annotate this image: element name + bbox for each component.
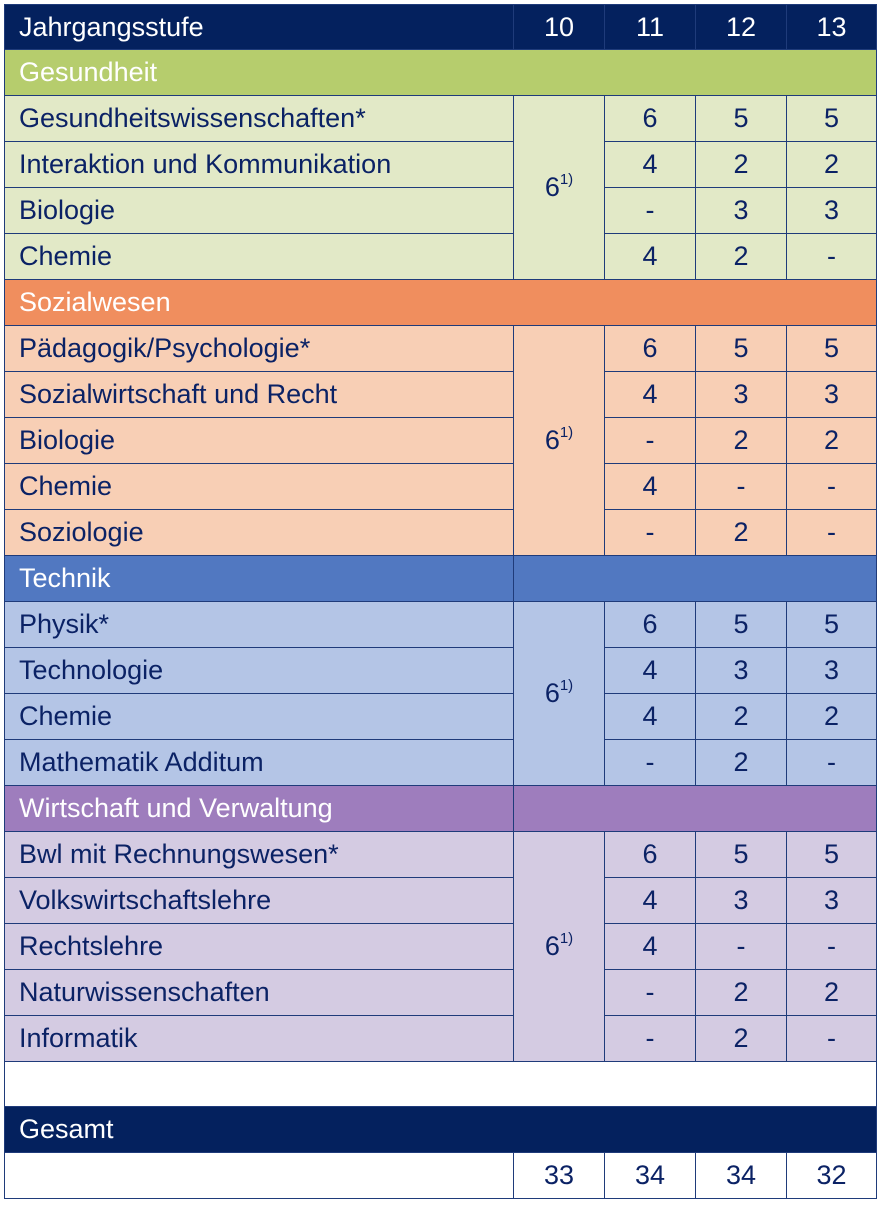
hours-cell: 5 bbox=[696, 326, 787, 372]
hours-cell: - bbox=[787, 924, 877, 970]
hours-cell: - bbox=[605, 510, 696, 556]
table-row bbox=[5, 510, 877, 556]
hours-cell: 5 bbox=[787, 602, 877, 648]
hours-cell: 6 bbox=[605, 602, 696, 648]
total-empty-cell bbox=[5, 1153, 514, 1199]
table-row bbox=[5, 878, 877, 924]
year-10-shared-value: 6$^{1)}$ bbox=[514, 326, 605, 556]
hours-cell: 3 bbox=[787, 878, 877, 924]
header-label: Jahrgangsstufe bbox=[5, 5, 514, 50]
hours-cell: 5 bbox=[787, 96, 877, 142]
hours-cell: 3 bbox=[787, 648, 877, 694]
hours-cell: - bbox=[787, 234, 877, 280]
group-title: Gesundheit bbox=[5, 50, 877, 96]
hours-cell: - bbox=[605, 188, 696, 234]
footnote-marker: 1) bbox=[559, 171, 574, 188]
hours-cell: 4 bbox=[605, 142, 696, 188]
hours-cell: 3 bbox=[696, 188, 787, 234]
hours-cell: 5 bbox=[787, 832, 877, 878]
table-row bbox=[5, 418, 877, 464]
subject-name: Bwl mit Rechnungswesen* bbox=[5, 832, 514, 878]
hours-cell: 2 bbox=[787, 418, 877, 464]
spacer-cell bbox=[5, 1062, 877, 1107]
table-row bbox=[5, 372, 877, 418]
hours-cell: 2 bbox=[696, 1016, 787, 1062]
hours-cell: - bbox=[605, 418, 696, 464]
subject-name: Biologie bbox=[5, 188, 514, 234]
hours-cell: 5 bbox=[696, 602, 787, 648]
group-header-technik bbox=[5, 556, 877, 602]
group-header-sozialwesen bbox=[5, 280, 877, 326]
subject-name: Pädagogik/Psychologie* bbox=[5, 326, 514, 372]
table-row bbox=[5, 648, 877, 694]
hours-cell: 3 bbox=[787, 188, 877, 234]
hours-cell: - bbox=[787, 464, 877, 510]
year-10: 10 bbox=[514, 5, 605, 50]
hours-cell: 5 bbox=[696, 832, 787, 878]
table-row bbox=[5, 602, 877, 648]
group-header-fill bbox=[514, 556, 877, 602]
year-13: 13 bbox=[787, 5, 877, 50]
header-row bbox=[5, 5, 877, 50]
table-row bbox=[5, 740, 877, 786]
subject-name: Biologie bbox=[5, 418, 514, 464]
hours-cell: 2 bbox=[696, 970, 787, 1016]
hours-cell: 5 bbox=[787, 326, 877, 372]
hours-cell: 6 bbox=[605, 832, 696, 878]
group-title: Sozialwesen bbox=[5, 280, 877, 326]
hours-cell: 2 bbox=[696, 694, 787, 740]
hours-cell: 4 bbox=[605, 878, 696, 924]
curriculum-table bbox=[4, 4, 877, 1199]
total-header-row bbox=[5, 1107, 877, 1153]
table-row bbox=[5, 970, 877, 1016]
hours-cell: 4 bbox=[605, 234, 696, 280]
subject-name: Rechtslehre bbox=[5, 924, 514, 970]
table-row bbox=[5, 694, 877, 740]
footnote-marker: 1) bbox=[559, 677, 574, 694]
hours-cell: 6 bbox=[605, 96, 696, 142]
total-label: Gesamt bbox=[5, 1107, 877, 1153]
table-row bbox=[5, 96, 877, 142]
hours-cell: 4 bbox=[605, 648, 696, 694]
hours-cell: - bbox=[696, 464, 787, 510]
hours-cell: 4 bbox=[605, 464, 696, 510]
table-row bbox=[5, 142, 877, 188]
table-row bbox=[5, 924, 877, 970]
table-row bbox=[5, 188, 877, 234]
subject-name: Mathematik Additum bbox=[5, 740, 514, 786]
year-10-shared-value: 6$^{1)}$ bbox=[514, 602, 605, 786]
footnote-marker: 1) bbox=[559, 930, 574, 947]
subject-name: Physik* bbox=[5, 602, 514, 648]
table-row bbox=[5, 832, 877, 878]
hours-cell: 3 bbox=[696, 372, 787, 418]
total-year-11: 34 bbox=[605, 1153, 696, 1199]
hours-cell: 4 bbox=[605, 924, 696, 970]
hours-cell: - bbox=[787, 740, 877, 786]
total-year-13: 32 bbox=[787, 1153, 877, 1199]
group-title: Technik bbox=[5, 556, 514, 602]
total-year-12: 34 bbox=[696, 1153, 787, 1199]
hours-cell: 2 bbox=[787, 142, 877, 188]
hours-cell: - bbox=[605, 740, 696, 786]
table-row bbox=[5, 234, 877, 280]
hours-cell: 2 bbox=[696, 142, 787, 188]
table-row bbox=[5, 1016, 877, 1062]
hours-cell: 3 bbox=[787, 372, 877, 418]
subject-name: Chemie bbox=[5, 234, 514, 280]
hours-cell: - bbox=[605, 970, 696, 1016]
table-row bbox=[5, 464, 877, 510]
hours-cell: 4 bbox=[605, 694, 696, 740]
hours-cell: 5 bbox=[696, 96, 787, 142]
hours-cell: - bbox=[787, 510, 877, 556]
footnote-marker: 1) bbox=[559, 424, 574, 441]
hours-cell: 6 bbox=[605, 326, 696, 372]
hours-cell: 2 bbox=[696, 740, 787, 786]
hours-cell: 2 bbox=[787, 694, 877, 740]
year-12: 12 bbox=[696, 5, 787, 50]
subject-name: Sozialwirtschaft und Recht bbox=[5, 372, 514, 418]
spacer-row bbox=[5, 1062, 877, 1107]
subject-name: Informatik bbox=[5, 1016, 514, 1062]
total-values-row bbox=[5, 1153, 877, 1199]
subject-name: Naturwissenschaften bbox=[5, 970, 514, 1016]
subject-name: Soziologie bbox=[5, 510, 514, 556]
subject-name: Gesundheitswissenschaften* bbox=[5, 96, 514, 142]
hours-cell: 4 bbox=[605, 372, 696, 418]
group-header-fill bbox=[514, 786, 877, 832]
hours-cell: 2 bbox=[787, 970, 877, 1016]
hours-cell: - bbox=[787, 1016, 877, 1062]
subject-name: Chemie bbox=[5, 464, 514, 510]
table-row bbox=[5, 326, 877, 372]
year-11: 11 bbox=[605, 5, 696, 50]
subject-name: Technologie bbox=[5, 648, 514, 694]
hours-cell: - bbox=[605, 1016, 696, 1062]
group-header-gesundheit bbox=[5, 50, 877, 96]
subject-name: Volkswirtschaftslehre bbox=[5, 878, 514, 924]
subject-name: Interaktion und Kommunikation bbox=[5, 142, 514, 188]
total-year-10: 33 bbox=[514, 1153, 605, 1199]
group-header-wirtschaft bbox=[5, 786, 877, 832]
year-10-shared-value: 6$^{1)}$ bbox=[514, 96, 605, 280]
group-title: Wirtschaft und Verwaltung bbox=[5, 786, 514, 832]
hours-cell: - bbox=[696, 924, 787, 970]
subject-name: Chemie bbox=[5, 694, 514, 740]
hours-cell: 2 bbox=[696, 234, 787, 280]
hours-cell: 2 bbox=[696, 418, 787, 464]
year-10-shared-value: 6$^{1)}$ bbox=[514, 832, 605, 1062]
hours-cell: 2 bbox=[696, 510, 787, 556]
hours-cell: 3 bbox=[696, 878, 787, 924]
hours-cell: 3 bbox=[696, 648, 787, 694]
